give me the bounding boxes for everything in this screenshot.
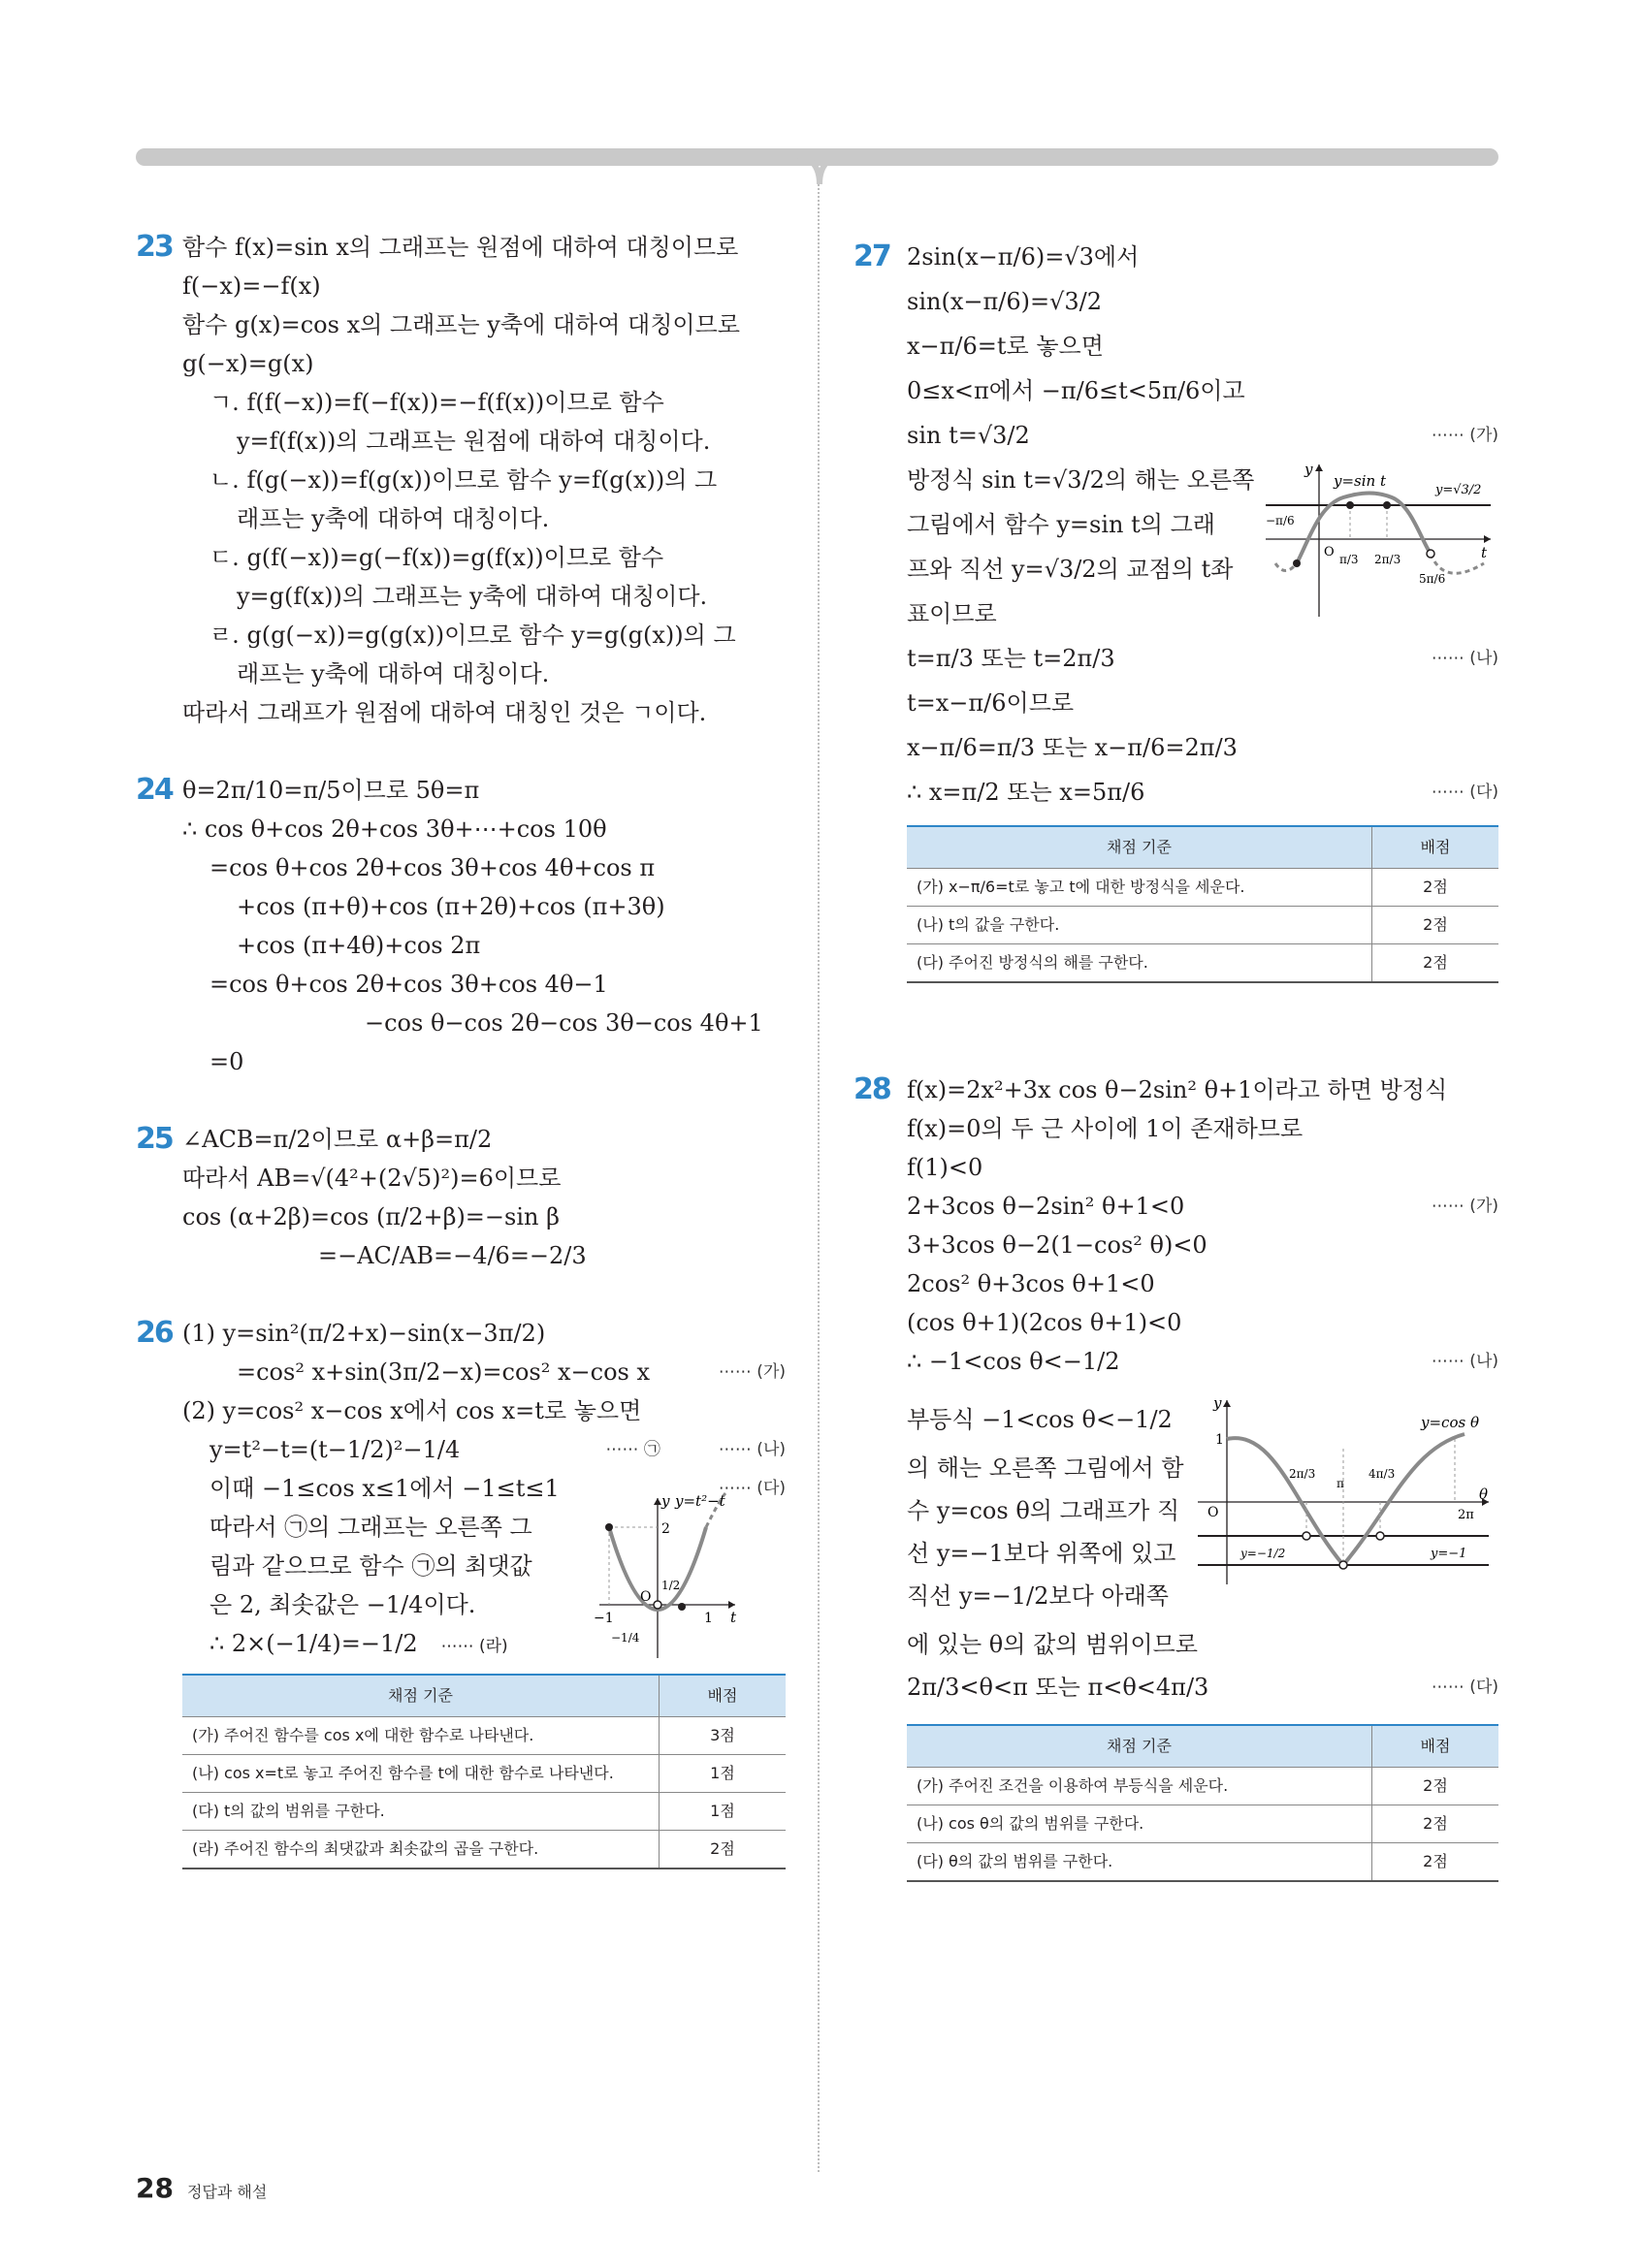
solution-line: f(x)=0의 두 근 사이에 1이 존재하므로 [907, 1115, 1304, 1142]
graph-block [907, 461, 1498, 639]
solution-line: +cos (π+θ)+cos (π+2θ)+cos (π+3θ) [237, 893, 665, 920]
solution-line: ∠ACB=π/2이므로 α+β=π/2 [182, 1126, 493, 1153]
column-divider [818, 184, 820, 2172]
solution-line: ㄷ. g(f(−x))=g(−f(x))=g(f(x))이므로 함수 [209, 544, 664, 571]
step-tag: ⋯⋯ (다) [718, 1479, 786, 1498]
solution-line: t=π/3 또는 t=2π/3 ⋯⋯ (나) [907, 639, 1498, 684]
solution-line: 따라서 그래프가 원점에 대하여 대칭인 것은 ㄱ이다. [182, 699, 707, 726]
solution-line: 표이므로 [907, 600, 997, 627]
step-tag: ⋯⋯ (가) [1431, 426, 1498, 445]
solution-line: θ=2π/10=π/5이므로 5θ=π [182, 777, 480, 804]
solution-line: f(x)=2x²+3x cos θ−2sin² θ+1이라고 하면 방정식 [907, 1076, 1448, 1103]
table-row: (나) t의 값을 구한다. 2점 [907, 907, 1498, 944]
page-number: 28 [136, 2172, 174, 2204]
solution-line: y=f(f(x))의 그래프는 원점에 대하여 대칭이다. [237, 428, 711, 455]
origin-label: O [1207, 1505, 1219, 1520]
solution-line: =cos θ+cos 2θ+cos 3θ+cos 4θ+cos π [209, 854, 656, 881]
table-row: (다) 주어진 방정식의 해를 구한다. 2점 [907, 944, 1498, 983]
sine-graph [1266, 457, 1498, 622]
step-tag: ⋯⋯ (가) [1431, 1197, 1498, 1216]
problem-25 [136, 1120, 786, 1275]
solution-line: ∴ −1<cos θ<−1/2 ⋯⋯ (나) [907, 1342, 1498, 1400]
step-tag: ⋯⋯ (라) [440, 1637, 508, 1656]
solution-line: 0≤x<π에서 −π/6≤t<5π/6이고 [907, 377, 1245, 404]
problem-number: 26 [136, 1316, 173, 1350]
solution-line: 그림에서 함수 y=sin t의 그래 [907, 511, 1215, 538]
solution-line: 직선 y=−1/2보다 아래쪽 [907, 1582, 1169, 1610]
problem-24 [136, 771, 786, 1081]
scoring-table [182, 1674, 786, 1869]
solution-line: 따라서 ㉠의 그래프는 오른쪽 그 [209, 1514, 532, 1541]
tick-label: 2π/3 [1374, 553, 1401, 566]
tick-label: 1 [1215, 1432, 1224, 1448]
solution-line: 2sin(x−π/6)=√3에서 [907, 243, 1140, 271]
solution-line: f(−x)=−f(x) [182, 272, 321, 300]
tick-label: −π/6 [1266, 514, 1295, 527]
solution-line: 2cos² θ+3cos θ+1<0 [907, 1270, 1155, 1297]
table-row: (가) 주어진 조건을 이용하여 부등식을 세운다. 2점 [907, 1768, 1498, 1805]
solution-line: 함수 f(x)=sin x의 그래프는 원점에 대하여 대칭이므로 [182, 234, 739, 261]
problem-number: 28 [853, 1072, 890, 1106]
solution-line: 이때 −1≤cos x≤1에서 −1≤t≤1 ⋯⋯ (다) [182, 1469, 786, 1508]
solution-line: 2+3cos θ−2sin² θ+1<0 ⋯⋯ (가) [907, 1187, 1498, 1226]
solution-line: y=t²−t=(t−1/2)²−1/4 ⋯⋯ (나) ⋯⋯ ㉠ [182, 1430, 786, 1469]
origin-label: O [1324, 545, 1335, 559]
solution-line: f(1)<0 [907, 1154, 983, 1181]
solution-line: x−π/6=t로 놓으면 [907, 333, 1104, 360]
solution-line: =−AC/AB=−4/6=−2/3 [318, 1242, 587, 1269]
table-row: (라) 주어진 함수의 최댓값과 최솟값의 곱을 구한다. 2점 [182, 1831, 786, 1869]
solution-line: 의 해는 오른쪽 그림에서 함 [907, 1454, 1184, 1482]
table-row: (다) t의 값의 범위를 구한다. 1점 [182, 1793, 786, 1831]
solution-line: 은 2, 최솟값은 −1/4이다. [209, 1591, 476, 1618]
tick-label: −1 [594, 1611, 614, 1626]
equation-marker: ⋯⋯ ㉠ [605, 1440, 660, 1459]
solution-line: x−π/6=π/3 또는 x−π/6=2π/3 [907, 734, 1238, 761]
solution-line: −cos θ−cos 2θ−cos 3θ−cos 4θ+1 [365, 1009, 763, 1037]
step-tag: ⋯⋯ (다) [1431, 1677, 1498, 1697]
left-column [136, 228, 786, 1908]
solution-line: 래프는 y축에 대하여 대칭이다. [237, 505, 550, 532]
solution-line: 림과 같으므로 함수 ㉠의 최댓값 [209, 1552, 532, 1580]
axis-label-y: y [1304, 461, 1313, 478]
solution-line: =0 [209, 1048, 244, 1075]
solution-line: 선 y=−1보다 위쪽에 있고 [907, 1540, 1176, 1567]
step-tag: ⋯⋯ (나) [1431, 649, 1498, 668]
problem-number: 25 [136, 1122, 173, 1156]
axis-label-t: t [1481, 544, 1488, 561]
problem-27 [853, 238, 1498, 983]
step-tag: ⋯⋯ (나) [718, 1440, 786, 1459]
problem-23 [136, 228, 786, 732]
line-label: y=√3/2 [1435, 483, 1482, 497]
solution-line: sin t=√3/2 ⋯⋯ (가) [907, 416, 1498, 461]
solution-line: 프와 직선 y=√3/2의 교점의 t좌 [907, 556, 1234, 583]
tick-label: 2π/3 [1289, 1467, 1316, 1481]
solution-line: y=g(f(x))의 그래프는 y축에 대하여 대칭이다. [237, 583, 708, 610]
solution-line: cos (α+2β)=cos (π/2+β)=−sin β [182, 1203, 560, 1230]
tick-label: 4π/3 [1368, 1467, 1396, 1481]
curve-label: y=cos θ [1421, 1414, 1479, 1431]
parabola-graph [590, 1488, 745, 1663]
problem-number: 24 [136, 773, 173, 807]
problem-28 [853, 1070, 1498, 1882]
solution-line: g(−x)=g(x) [182, 350, 314, 377]
axis-label-theta: θ [1479, 1485, 1489, 1503]
graph-block [907, 1394, 1498, 1668]
axis-label-y: y [661, 1492, 670, 1510]
solution-line: ㄹ. g(g(−x))=g(g(x))이므로 함수 y=g(g(x))의 그 [209, 622, 736, 649]
table-row: (가) 주어진 함수를 cos x에 대한 함수로 나타낸다. 3점 [182, 1717, 786, 1755]
tick-label: −1/4 [611, 1631, 640, 1645]
solution-line: sin(x−π/6)=√3/2 [907, 288, 1102, 315]
solution-line: (cos θ+1)(2cos θ+1)<0 [907, 1309, 1182, 1336]
solution-line: 함수 g(x)=cos x의 그래프는 y축에 대하여 대칭이므로 [182, 311, 740, 338]
axis-label-t: t [730, 1609, 737, 1626]
step-tag: ⋯⋯ (가) [718, 1362, 786, 1382]
solution-line: 3+3cos θ−2(1−cos² θ)<0 [907, 1231, 1207, 1259]
solution-line: 방정식 sin t=√3/2의 해는 오른쪽 [907, 466, 1255, 494]
line-label: y=−1 [1431, 1547, 1467, 1561]
solution-line: ∴ cos θ+cos 2θ+cos 3θ+⋯+cos 10θ [182, 815, 607, 843]
solution-line: 2π/3<θ<π 또는 π<θ<4π/3 ⋯⋯ (다) [907, 1668, 1498, 1716]
solution-line: ∴ 2×(−1/4)=−1/2 ⋯⋯ (라) [209, 1630, 508, 1657]
table-row: (나) cos θ의 값의 범위를 구한다. 2점 [907, 1805, 1498, 1843]
solution-line: (1) y=sin²(π/2+x)−sin(x−3π/2) [182, 1320, 546, 1347]
scoring-table [907, 825, 1498, 983]
table-header: 채점 기준 [182, 1675, 660, 1717]
graph-block [182, 1492, 786, 1666]
table-row: (다) θ의 값의 범위를 구한다. 2점 [907, 1843, 1498, 1882]
solution-line: 따라서 AB=√(4²+(2√5)²)=6이므로 [182, 1165, 562, 1192]
right-column [853, 238, 1498, 1921]
solution-line: ∴ x=π/2 또는 x=5π/6 ⋯⋯ (다) [907, 773, 1498, 817]
tick-label: 1/2 [661, 1579, 681, 1592]
tick-label: 2π [1458, 1508, 1474, 1522]
step-tag: ⋯⋯ (나) [1431, 1352, 1498, 1371]
step-tag: ⋯⋯ (다) [1431, 783, 1498, 802]
solution-line: (2) y=cos² x−cos x에서 cos x=t로 놓으면 [182, 1397, 642, 1424]
table-header: 채점 기준 [907, 1725, 1372, 1768]
problem-26 [136, 1314, 786, 1869]
solution-line: =cos² x+sin(3π/2−x)=cos² x−cos x ⋯⋯ (가) [182, 1353, 786, 1391]
scoring-table [907, 1724, 1498, 1882]
solution-line: 에 있는 θ의 값의 범위이므로 [907, 1631, 1198, 1658]
solution-line: ㄱ. f(f(−x))=f(−f(x))=−f(f(x))이므로 함수 [209, 389, 664, 416]
solution-line: 부등식 −1<cos θ<−1/2 [907, 1406, 1173, 1433]
problem-number: 23 [136, 230, 173, 264]
table-header: 배점 [1372, 1725, 1499, 1768]
solution-line: =cos θ+cos 2θ+cos 3θ+cos 4θ−1 [209, 971, 608, 998]
table-row: (가) x−π/6=t로 놓고 t에 대한 방정식을 세운다. 2점 [907, 869, 1498, 907]
tick-label: π/3 [1339, 553, 1359, 566]
tick-label: 2 [661, 1521, 670, 1537]
curve-label: y=sin t [1334, 472, 1386, 490]
page-footer [136, 2172, 267, 2204]
table-header: 채점 기준 [907, 826, 1372, 869]
table-header: 배점 [660, 1675, 787, 1717]
tick-label: 1 [704, 1611, 713, 1626]
cosine-graph [1198, 1390, 1498, 1594]
solution-line: +cos (π+4θ)+cos 2π [237, 932, 481, 959]
solution-line: t=x−π/6이므로 [907, 689, 1075, 717]
tick-label: π [1336, 1477, 1344, 1490]
curve-label: y=t²−t [675, 1492, 725, 1510]
header-notch [790, 155, 849, 184]
tick-label: 5π/6 [1419, 572, 1446, 586]
problem-number: 27 [853, 240, 890, 273]
solution-line: ㄴ. f(g(−x))=f(g(x))이므로 함수 y=f(g(x))의 그 [209, 466, 718, 494]
table-header: 배점 [1372, 826, 1499, 869]
solution-line: 수 y=cos θ의 그래프가 직 [907, 1497, 1180, 1524]
table-row: (나) cos x=t로 놓고 주어진 함수를 t에 대한 함수로 나타낸다. 1점 [182, 1755, 786, 1793]
page-label: 정답과 해설 [186, 2183, 268, 2201]
line-label: y=−1/2 [1240, 1547, 1286, 1560]
solution-line: 래프는 y축에 대하여 대칭이다. [237, 660, 550, 687]
axis-label-y: y [1213, 1394, 1222, 1412]
origin-label: O [640, 1589, 652, 1605]
